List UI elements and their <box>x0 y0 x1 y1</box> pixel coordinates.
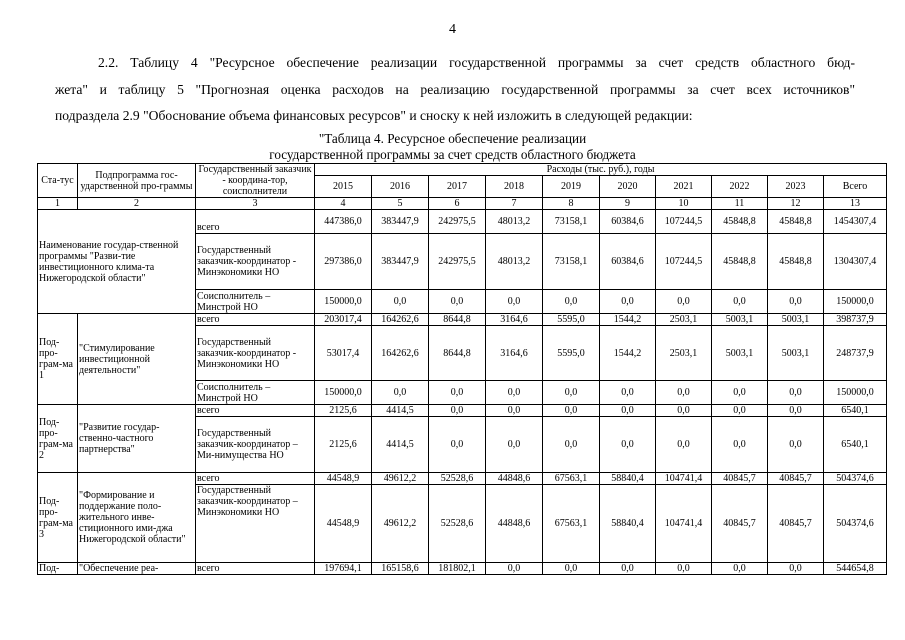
value-cell: 4414,5 <box>372 405 429 417</box>
value-cell: 107244,5 <box>656 234 712 290</box>
value-cell: 504374,6 <box>824 473 887 485</box>
table-title-line-2: государственной программы за счет средств областного бюджета <box>269 147 636 162</box>
table-row <box>38 563 887 575</box>
value-cell: 0,0 <box>486 381 543 405</box>
value-cell: 53017,4 <box>315 326 372 381</box>
value-cell: 164262,6 <box>372 314 429 326</box>
row-label: Соисполнитель – Минстрой НО <box>196 381 315 405</box>
row-label: Государственный заказчик-координатор – Ми-нимущества НО <box>196 417 315 473</box>
subprogram-name: "Развитие государ-ственно-частного партнерства" <box>78 405 196 473</box>
paragraph-line: 2.2. Таблицу 4 "Ресурсное обеспечение реализации государственной программы за счет средств областного бюд- <box>98 55 855 70</box>
row-label: Государственный заказчик-координатор – Минэкономики НО <box>196 485 315 563</box>
subprogram-status: Под- <box>38 563 78 575</box>
value-cell: 0,0 <box>768 381 824 405</box>
value-cell: 165158,6 <box>372 563 429 575</box>
row-label: всего <box>196 210 315 234</box>
value-cell: 150000,0 <box>315 381 372 405</box>
value-cell: 8644,8 <box>429 326 486 381</box>
subprogram-status: Под-про-грам-ма 1 <box>38 314 78 405</box>
value-cell: 0,0 <box>429 381 486 405</box>
value-cell: 45848,8 <box>768 210 824 234</box>
subprogram-name: "Формирование и поддержание поло-жительного инве-стиционного ими-джа Нижегородской области" <box>78 473 196 563</box>
row-label: всего <box>196 405 315 417</box>
value-cell: 0,0 <box>768 290 824 314</box>
value-cell: 45848,8 <box>712 234 768 290</box>
value-cell: 40845,7 <box>768 485 824 563</box>
value-cell: 73158,1 <box>543 234 600 290</box>
year-cell: 2020 <box>600 176 656 198</box>
header-status: Ста-тус <box>38 164 78 198</box>
value-cell: 5595,0 <box>543 326 600 381</box>
value-cell: 0,0 <box>486 290 543 314</box>
value-cell: 58840,4 <box>600 485 656 563</box>
value-cell: 40845,7 <box>712 473 768 485</box>
value-cell: 0,0 <box>429 405 486 417</box>
value-cell: 5003,1 <box>768 314 824 326</box>
value-cell: 0,0 <box>712 290 768 314</box>
value-cell: 297386,0 <box>315 234 372 290</box>
value-cell: 44848,6 <box>486 485 543 563</box>
table-row <box>38 405 887 417</box>
value-cell: 1544,2 <box>600 326 656 381</box>
value-cell: 0,0 <box>600 405 656 417</box>
index-row <box>38 198 887 210</box>
value-cell: 44548,9 <box>315 473 372 485</box>
index-cell: 9 <box>600 198 656 210</box>
row-label: Государственный заказчик-координатор - Минэкономики НО <box>196 234 315 290</box>
index-cell: 4 <box>315 198 372 210</box>
value-cell: 398737,9 <box>824 314 887 326</box>
year-cell: 2015 <box>315 176 372 198</box>
value-cell: 383447,9 <box>372 234 429 290</box>
value-cell: 0,0 <box>600 381 656 405</box>
value-cell: 5003,1 <box>768 326 824 381</box>
year-cell: 2022 <box>712 176 768 198</box>
index-cell: 6 <box>429 198 486 210</box>
value-cell: 0,0 <box>543 381 600 405</box>
row-label: всего <box>196 314 315 326</box>
value-cell: 52528,6 <box>429 485 486 563</box>
value-cell: 45848,8 <box>712 210 768 234</box>
value-cell: 5003,1 <box>712 314 768 326</box>
value-cell: 150000,0 <box>315 290 372 314</box>
value-cell: 0,0 <box>372 381 429 405</box>
value-cell: 4414,5 <box>372 417 429 473</box>
value-cell: 150000,0 <box>824 290 887 314</box>
value-cell: 2503,1 <box>656 326 712 381</box>
value-cell: 0,0 <box>656 417 712 473</box>
value-cell: 0,0 <box>712 405 768 417</box>
row-label: Государственный заказчик-координатор - Минэкономики НО <box>196 326 315 381</box>
value-cell: 0,0 <box>600 417 656 473</box>
subprogram-status: Под-про-грам-ма 3 <box>38 473 78 563</box>
resource-table <box>37 163 887 575</box>
value-cell: 544654,8 <box>824 563 887 575</box>
value-cell: 2125,6 <box>315 417 372 473</box>
table-title-line-1: "Таблица 4. Ресурсное обеспечение реализации <box>318 131 587 146</box>
value-cell: 49612,2 <box>372 473 429 485</box>
value-cell: 5003,1 <box>712 326 768 381</box>
value-cell: 150000,0 <box>824 381 887 405</box>
value-cell: 0,0 <box>768 405 824 417</box>
value-cell: 0,0 <box>543 290 600 314</box>
header-row <box>38 164 887 176</box>
value-cell: 49612,2 <box>372 485 429 563</box>
value-cell: 164262,6 <box>372 326 429 381</box>
year-cell: 2021 <box>656 176 712 198</box>
index-cell: 12 <box>768 198 824 210</box>
paragraph-line: жета" и таблицу 5 "Прогнозная оценка расходов на реализацию государственной программы за счет всех источников" <box>55 81 855 97</box>
header-customer: Государственный заказчик - координа-тор, соисполнители <box>196 164 315 198</box>
subprogram-name: "Стимулирование инвестиционной деятельности" <box>78 314 196 405</box>
value-cell: 242975,5 <box>429 210 486 234</box>
value-cell: 1304307,4 <box>824 234 887 290</box>
value-cell: 383447,9 <box>372 210 429 234</box>
value-cell: 44848,6 <box>486 473 543 485</box>
value-cell: 447386,0 <box>315 210 372 234</box>
value-cell: 40845,7 <box>768 473 824 485</box>
value-cell: 0,0 <box>600 290 656 314</box>
header-subprogram: Подпрограмма гос-ударственной про-граммы <box>78 164 196 198</box>
value-cell: 242975,5 <box>429 234 486 290</box>
index-cell: 11 <box>712 198 768 210</box>
value-cell: 44548,9 <box>315 485 372 563</box>
table-row <box>38 314 887 326</box>
value-cell: 0,0 <box>712 381 768 405</box>
value-cell: 248737,9 <box>824 326 887 381</box>
value-cell: 0,0 <box>656 290 712 314</box>
index-cell: 8 <box>543 198 600 210</box>
value-cell: 48013,2 <box>486 210 543 234</box>
value-cell: 0,0 <box>768 417 824 473</box>
year-cell: 2023 <box>768 176 824 198</box>
index-cell: 2 <box>78 198 196 210</box>
index-cell: 7 <box>486 198 543 210</box>
value-cell: 0,0 <box>712 563 768 575</box>
index-cell: 5 <box>372 198 429 210</box>
value-cell: 197694,1 <box>315 563 372 575</box>
value-cell: 58840,4 <box>600 473 656 485</box>
value-cell: 0,0 <box>486 405 543 417</box>
value-cell: 181802,1 <box>429 563 486 575</box>
header-expenses: Расходы (тыс. руб.), годы <box>315 164 887 176</box>
value-cell: 60384,6 <box>600 210 656 234</box>
value-cell: 0,0 <box>429 290 486 314</box>
value-cell: 45848,8 <box>768 234 824 290</box>
year-cell: 2018 <box>486 176 543 198</box>
subprogram-name: "Обеспечение реа- <box>78 563 196 575</box>
value-cell: 0,0 <box>656 563 712 575</box>
page-number: 4 <box>449 22 456 37</box>
value-cell: 60384,6 <box>600 234 656 290</box>
program-name: Наименование государ-ственной программы "Разви-тие инвестиционного клима-та Нижегородской области" <box>38 210 196 314</box>
value-cell: 0,0 <box>543 417 600 473</box>
value-cell: 3164,6 <box>486 314 543 326</box>
year-cell: 2019 <box>543 176 600 198</box>
value-cell: 203017,4 <box>315 314 372 326</box>
value-cell: 6540,1 <box>824 405 887 417</box>
value-cell: 0,0 <box>768 563 824 575</box>
index-cell: 1 <box>38 198 78 210</box>
year-cell: 2016 <box>372 176 429 198</box>
value-cell: 40845,7 <box>712 485 768 563</box>
index-cell: 10 <box>656 198 712 210</box>
intro-paragraph <box>55 50 855 130</box>
value-cell: 48013,2 <box>486 234 543 290</box>
value-cell: 0,0 <box>543 563 600 575</box>
value-cell: 8644,8 <box>429 314 486 326</box>
value-cell: 5595,0 <box>543 314 600 326</box>
table-row <box>38 473 887 485</box>
value-cell: 104741,4 <box>656 485 712 563</box>
year-cell: 2017 <box>429 176 486 198</box>
row-label: всего <box>196 563 315 575</box>
value-cell: 0,0 <box>372 290 429 314</box>
index-cell: 3 <box>196 198 315 210</box>
value-cell: 1544,2 <box>600 314 656 326</box>
value-cell: 2503,1 <box>656 314 712 326</box>
table-row <box>38 210 887 234</box>
value-cell: 0,0 <box>656 405 712 417</box>
row-label: всего <box>196 473 315 485</box>
value-cell: 0,0 <box>712 417 768 473</box>
value-cell: 104741,4 <box>656 473 712 485</box>
value-cell: 73158,1 <box>543 210 600 234</box>
value-cell: 67563,1 <box>543 473 600 485</box>
value-cell: 0,0 <box>486 563 543 575</box>
value-cell: 52528,6 <box>429 473 486 485</box>
value-cell: 504374,6 <box>824 485 887 563</box>
index-cell: 13 <box>824 198 887 210</box>
value-cell: 0,0 <box>543 405 600 417</box>
paragraph-line: подраздела 2.9 "Обоснование объема финансовых ресурсов" и сноску к ней изложить в следующей редакции: <box>55 108 693 123</box>
value-cell: 0,0 <box>486 417 543 473</box>
subprogram-status: Под-про-грам-ма 2 <box>38 405 78 473</box>
value-cell: 0,0 <box>429 417 486 473</box>
value-cell: 2125,6 <box>315 405 372 417</box>
value-cell: 67563,1 <box>543 485 600 563</box>
value-cell: 107244,5 <box>656 210 712 234</box>
value-cell: 6540,1 <box>824 417 887 473</box>
row-label: Соисполнитель – Минстрой НО <box>196 290 315 314</box>
value-cell: 0,0 <box>600 563 656 575</box>
value-cell: 3164,6 <box>486 326 543 381</box>
year-cell: Всего <box>824 176 887 198</box>
value-cell: 1454307,4 <box>824 210 887 234</box>
value-cell: 0,0 <box>656 381 712 405</box>
